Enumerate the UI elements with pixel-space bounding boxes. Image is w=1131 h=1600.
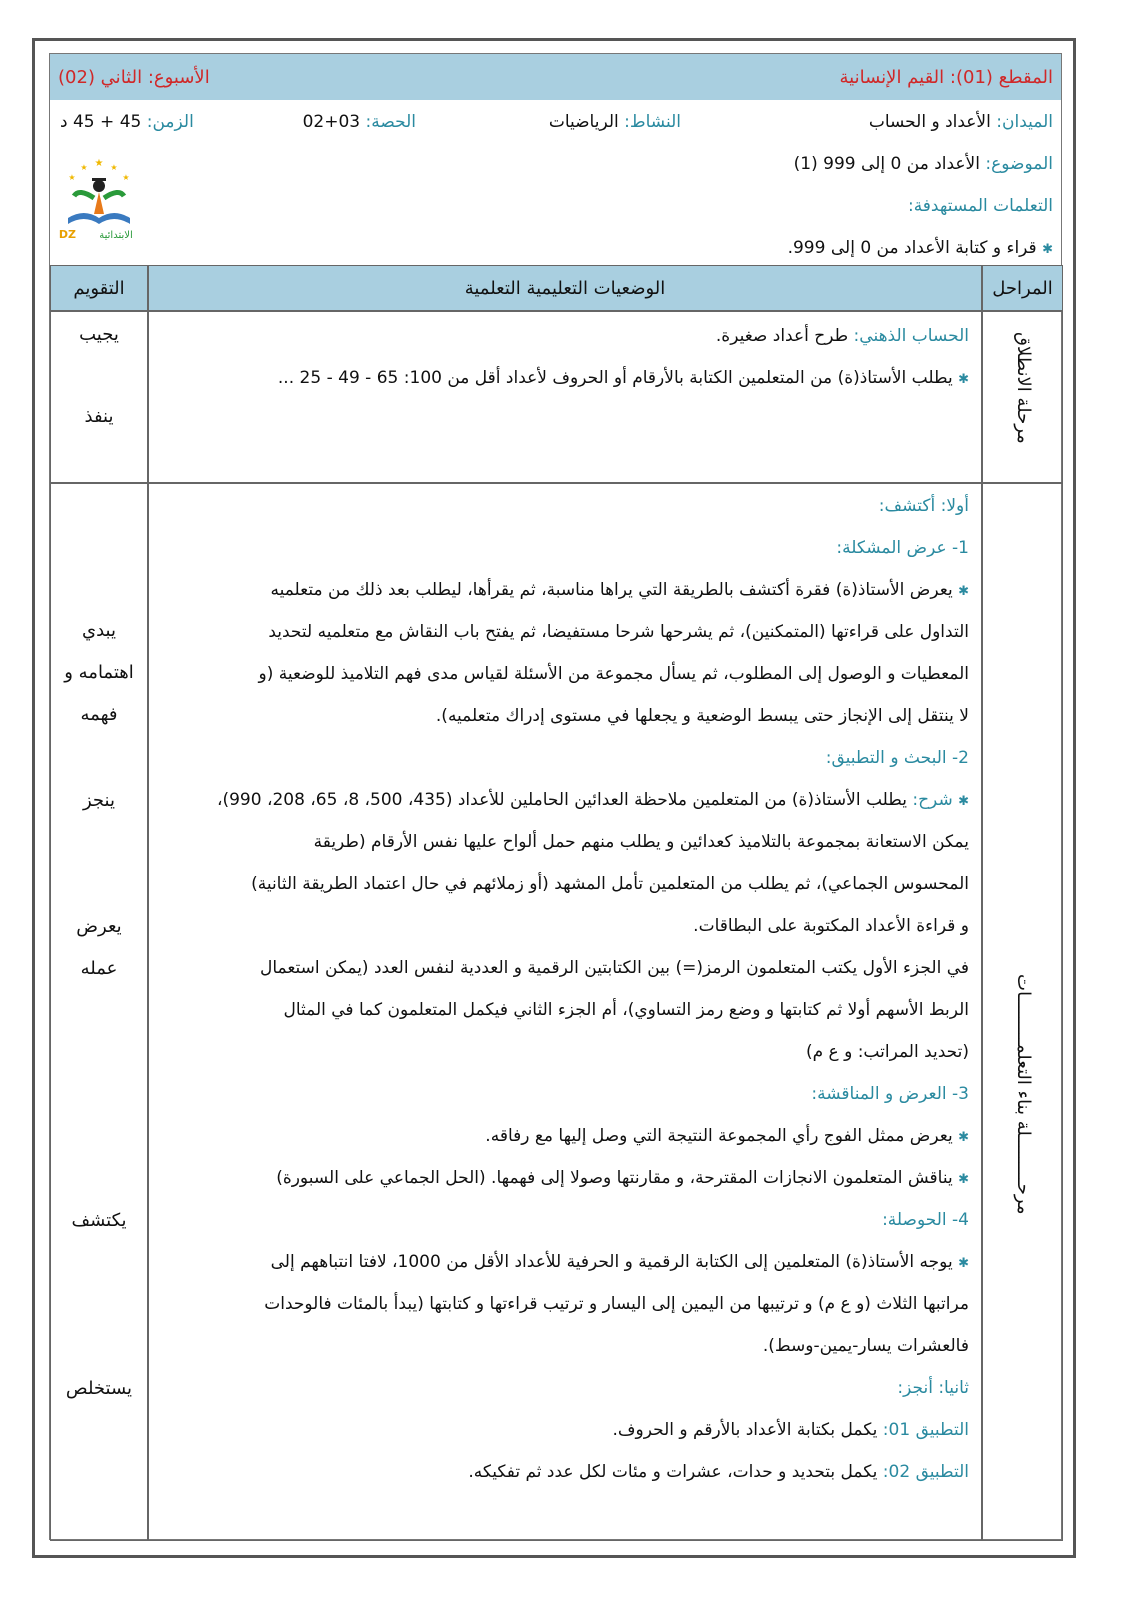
logo-dz-text: DZ (58, 228, 76, 241)
svg-text:★: ★ (94, 158, 104, 169)
stage2-name: مرحـــــــــلة بناء التعلمـــــــــات (1013, 973, 1034, 1214)
logo-text: الابتدائية (99, 230, 133, 241)
activity (549, 112, 681, 132)
stage1-name: مرحلة الانطلاق (1013, 332, 1034, 444)
bullet-icon: ✱ (1042, 242, 1053, 257)
lesson-sheet (49, 53, 1062, 1540)
segment-value: القيم الإنسانية (839, 66, 945, 88)
eval-text: عمله (80, 958, 118, 979)
target-text: قراء و كتابة الأعداد من 0 إلى 999. (787, 238, 1037, 258)
line-text: يكمل بتحديد و حدات، عشرات و مئات لكل عدد ثم تفكيكه. (468, 1462, 878, 1482)
line-text: يطلب الأستاذ(ة) من المتعلمين ملاحظة العدائين الحاملين للأعداد (435، 500، 8، 65، 208، 990)، (216, 790, 907, 810)
stage1-name-cell (982, 311, 1063, 483)
paragraph-line: و قراءة الأعداد المكتوبة على البطاقات. (693, 916, 969, 936)
mental-calc-line (716, 326, 969, 346)
page-frame (32, 38, 1076, 1558)
col-header-situations: الوضعيات التعليمية التعلمية (148, 265, 982, 311)
field (869, 112, 1053, 132)
target-item (50, 238, 1061, 258)
activity-label: النشاط: (624, 112, 681, 132)
paragraph-line (468, 1462, 969, 1482)
paragraph-line: المعطيات و الوصول إلى المطلوب، ثم يسأل مجموعة من الأسئلة لقياس مدى فهم التلاميذ للوضعية (و (258, 664, 969, 684)
stage2-content-cell (148, 483, 982, 1541)
svg-text:★: ★ (80, 163, 88, 172)
eval-text: ينجز (83, 790, 115, 811)
topic-label: الموضوع: (985, 154, 1053, 174)
field-value: الأعداد و الحساب (868, 112, 991, 132)
line-text: يعرض الأستاذ(ة) فقرة أكتشف بالطريقة التي يراها مناسبة، ثم يقرأها، ليطلب بعد ذلك من متعلميه (270, 580, 953, 600)
paragraph-line (276, 1168, 969, 1188)
stage2-eval-cell (50, 483, 148, 1541)
mental-calc-label: الحساب الذهني: (853, 326, 969, 346)
week: الأسبوع: الثاني (02) (58, 66, 210, 88)
svg-text:★: ★ (68, 173, 76, 182)
session-value: 02+03 (302, 112, 361, 132)
field-label: الميدان: (996, 112, 1053, 132)
line-text: يوجه الأستاذ(ة) المتعلمين إلى الكتابة الرقمية و الحرفية للأعداد الأقل من 1000، لافتا انتباههم إلى (270, 1252, 953, 1272)
eval-text: يبدي (82, 620, 116, 641)
eval-text: فهمه (80, 704, 118, 725)
info-row (50, 112, 1061, 142)
eval-text: يكتشف (71, 1210, 127, 1231)
bullet-icon: ✱ (958, 1130, 969, 1145)
bullet-icon: ✱ (958, 794, 969, 809)
paragraph-line: في الجزء الأول يكتب المتعلمون الرمز(=) بين الكتابتين الرقمية و العددية لنفس العدد (يمكن استعمال (259, 958, 969, 978)
svg-text:★: ★ (110, 163, 118, 172)
stage1-line (278, 368, 969, 388)
eval-text: يجيب (79, 324, 119, 345)
line-text: يكمل بكتابة الأعداد بالأرقم و الحروف. (612, 1420, 878, 1440)
time-value: 45 + 45 د (60, 112, 142, 132)
bullet-icon: ✱ (958, 1172, 969, 1187)
svg-text:★: ★ (122, 173, 130, 182)
bullet-icon: ✱ (958, 1256, 969, 1271)
section-heading: أولا: أكتشف: (878, 496, 969, 516)
paragraph-line: التداول على قراءتها (المتمكنين)، ثم يشرحها شرحا مستفيضا، ثم يفتح باب النقاش مع متعلميه لتحديد (268, 622, 969, 642)
title-bar (50, 54, 1061, 100)
col-header-stages: المراحل (982, 265, 1063, 311)
topic-value: الأعداد من 0 إلى 999 (1) (793, 154, 980, 174)
section-heading: 4- الحوصلة: (882, 1210, 969, 1230)
line-text: يعرض ممثل الفوج رأي المجموعة النتيجة التي وصل إليها مع رفاقه. (485, 1126, 953, 1146)
targets-label: التعلمات المستهدفة: (907, 196, 1053, 216)
bullet-icon: ✱ (958, 584, 969, 599)
eval-text: اهتمامه و (64, 662, 134, 683)
paragraph-line: الربط الأسهم أولا ثم كتابتها و وضع رمز التساوي)، أم الجزء الثاني فيكمل المتعلمون كما في المثال (283, 1000, 969, 1020)
logo-graphic-icon (54, 152, 144, 252)
paragraph-line: لا ينتقل إلى الإنجاز حتى يبسط الوضعية و يجعلها في مستوى إدراك متعلميه). (435, 706, 969, 726)
segment (840, 67, 1053, 88)
paragraph-line (485, 1126, 969, 1146)
eval-text: ينفذ (84, 406, 114, 427)
topic-row (50, 154, 1061, 174)
eval-text: يستخلص (65, 1378, 133, 1399)
stage1-eval-cell (50, 311, 148, 483)
paragraph-line: مراتبها الثلاث (و ع م) و ترتيبها من اليمين إلى اليسار و ترتيب قراءتها و كتابتها (يبدأ بالمئات فالوحدات (264, 1294, 969, 1314)
paragraph-line: فالعشرات يسار-يمين-وسط). (762, 1336, 969, 1356)
session-label: الحصة: (365, 112, 416, 132)
school-logo (54, 152, 144, 252)
time-label: الزمن: (146, 112, 194, 132)
paragraph-line (613, 1420, 969, 1440)
session (303, 112, 416, 132)
section-heading: ثانيا: أنجز: (897, 1378, 969, 1398)
paragraph-line: يمكن الاستعانة بمجموعة بالتلاميذ كعدائين و يطلب منهم حمل ألواح عليها نفس الأرقام (طريقة (313, 832, 969, 852)
exercise-label: التطبيق 01: (882, 1420, 969, 1440)
stage1-content-cell (148, 311, 982, 483)
segment-label: المقطع (01): (949, 66, 1053, 88)
section-heading: 2- البحث و التطبيق: (825, 748, 969, 768)
mental-calc-value: طرح أعداد صغيرة. (715, 326, 849, 346)
stage2-name-cell (982, 483, 1063, 1541)
exercise-label: التطبيق 02: (882, 1462, 969, 1482)
section-heading: 1- عرض المشكلة: (836, 538, 969, 558)
col-header-evaluation: التقويم (50, 265, 148, 311)
activity-value: الرياضيات (548, 112, 619, 132)
line-text: يناقش المتعلمون الانجازات المقترحة، و مقارنتها وصولا إلى فهمها. (الحل الجماعي على السبورة) (276, 1168, 953, 1188)
stage1-line-text: يطلب الأستاذ(ة) من المتعلمين الكتابة بالأرقام أو الحروف لأعداد أقل من 100: 65 - 49 - 25 ... (277, 368, 953, 388)
paragraph-line (271, 1252, 969, 1272)
section-heading: 3- العرض و المناقشة: (811, 1084, 969, 1104)
eval-text: يعرض (76, 916, 122, 937)
lesson-table (50, 265, 1063, 1541)
bullet-icon: ✱ (958, 372, 969, 387)
paragraph-line (270, 580, 969, 600)
paragraph-line (217, 790, 969, 810)
paragraph-line: المحسوس الجماعي)، ثم يطلب من المتعلمين تأمل المشهد (أو زملائهم في حال اعتماد الطريقة الثانية) (251, 874, 969, 894)
paragraph-line: (تحديد المراتب: و ع م) (805, 1042, 969, 1062)
explain-label: شرح: (912, 790, 953, 810)
time (60, 112, 194, 132)
